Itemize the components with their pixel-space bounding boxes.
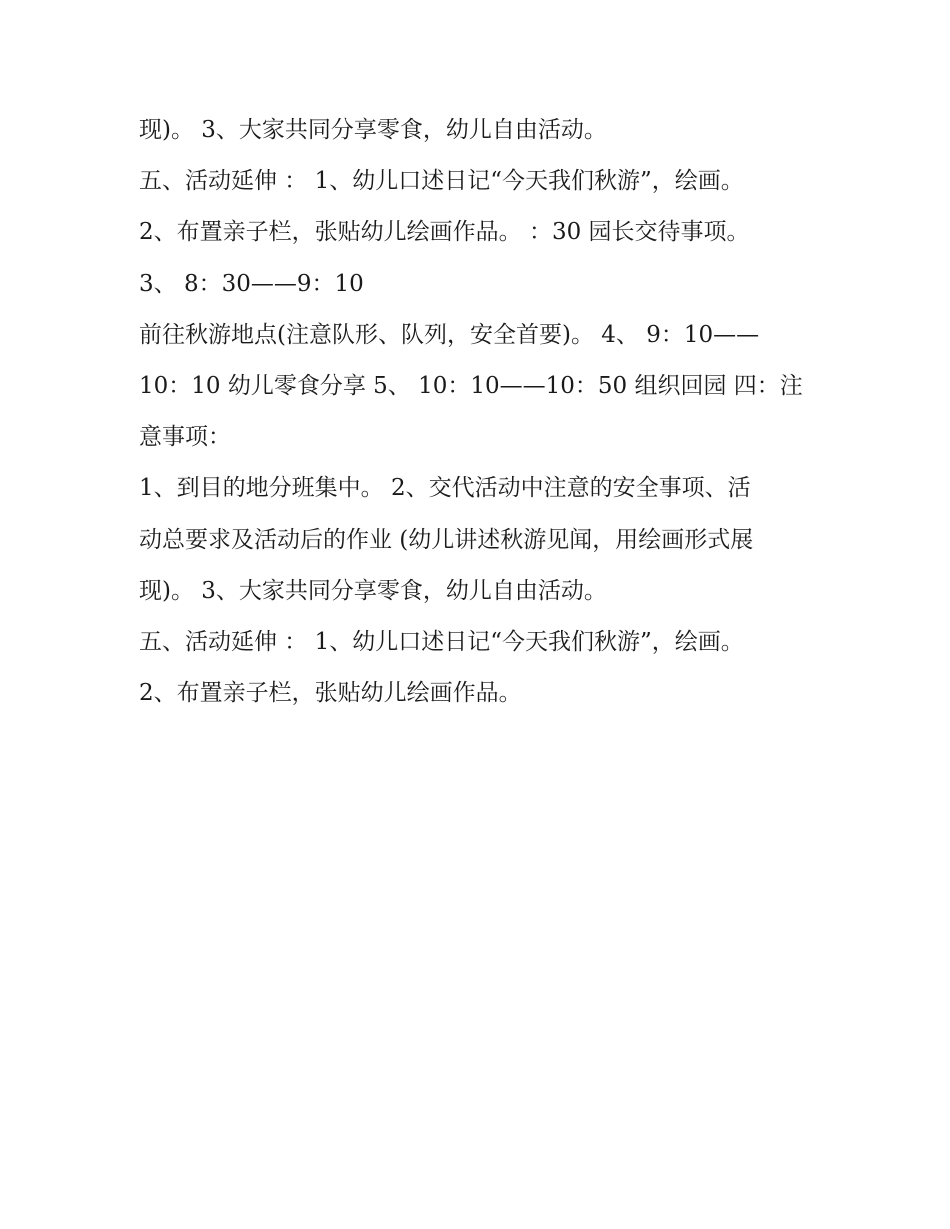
text-line: 五、活动延伸 ： 1、幼儿口述日记“今天我们秋游”，绘画。 (139, 628, 744, 655)
text-line: 1、到目的地分班集中。 2、交代活动中注意的安全事项、活 (139, 475, 751, 502)
text-line: 前往秋游地点(注意队形、队列，安全首要)。 4、 9：10—— (139, 321, 760, 348)
text-line: 2、布置亲子栏，张贴幼儿绘画作品。 ：30 园长交待事项。 (139, 219, 750, 246)
text-line: 2、布置亲子栏，张贴幼儿绘画作品。 (139, 680, 522, 707)
document-body (139, 108, 819, 722)
text-line: 现)。 3、大家共同分享零食，幼儿自由活动。 (139, 117, 607, 143)
text-line: 意事项： (139, 424, 231, 451)
text-line: 3、 8：30——9：10 (139, 270, 364, 297)
text-line: 现)。 3、大家共同分享零食，幼儿自由活动。 (139, 577, 607, 604)
text-line: 10：10 幼儿零食分享 5、 10：10——10：50 组织回园 四：注 (139, 372, 803, 399)
text-line: 五、活动延伸 ： 1、幼儿口述日记“今天我们秋游”，绘画。 (139, 168, 744, 195)
text-line: 动总要求及活动后的作业 (幼儿讲述秋游见闻，用绘画形式展 (139, 526, 754, 553)
